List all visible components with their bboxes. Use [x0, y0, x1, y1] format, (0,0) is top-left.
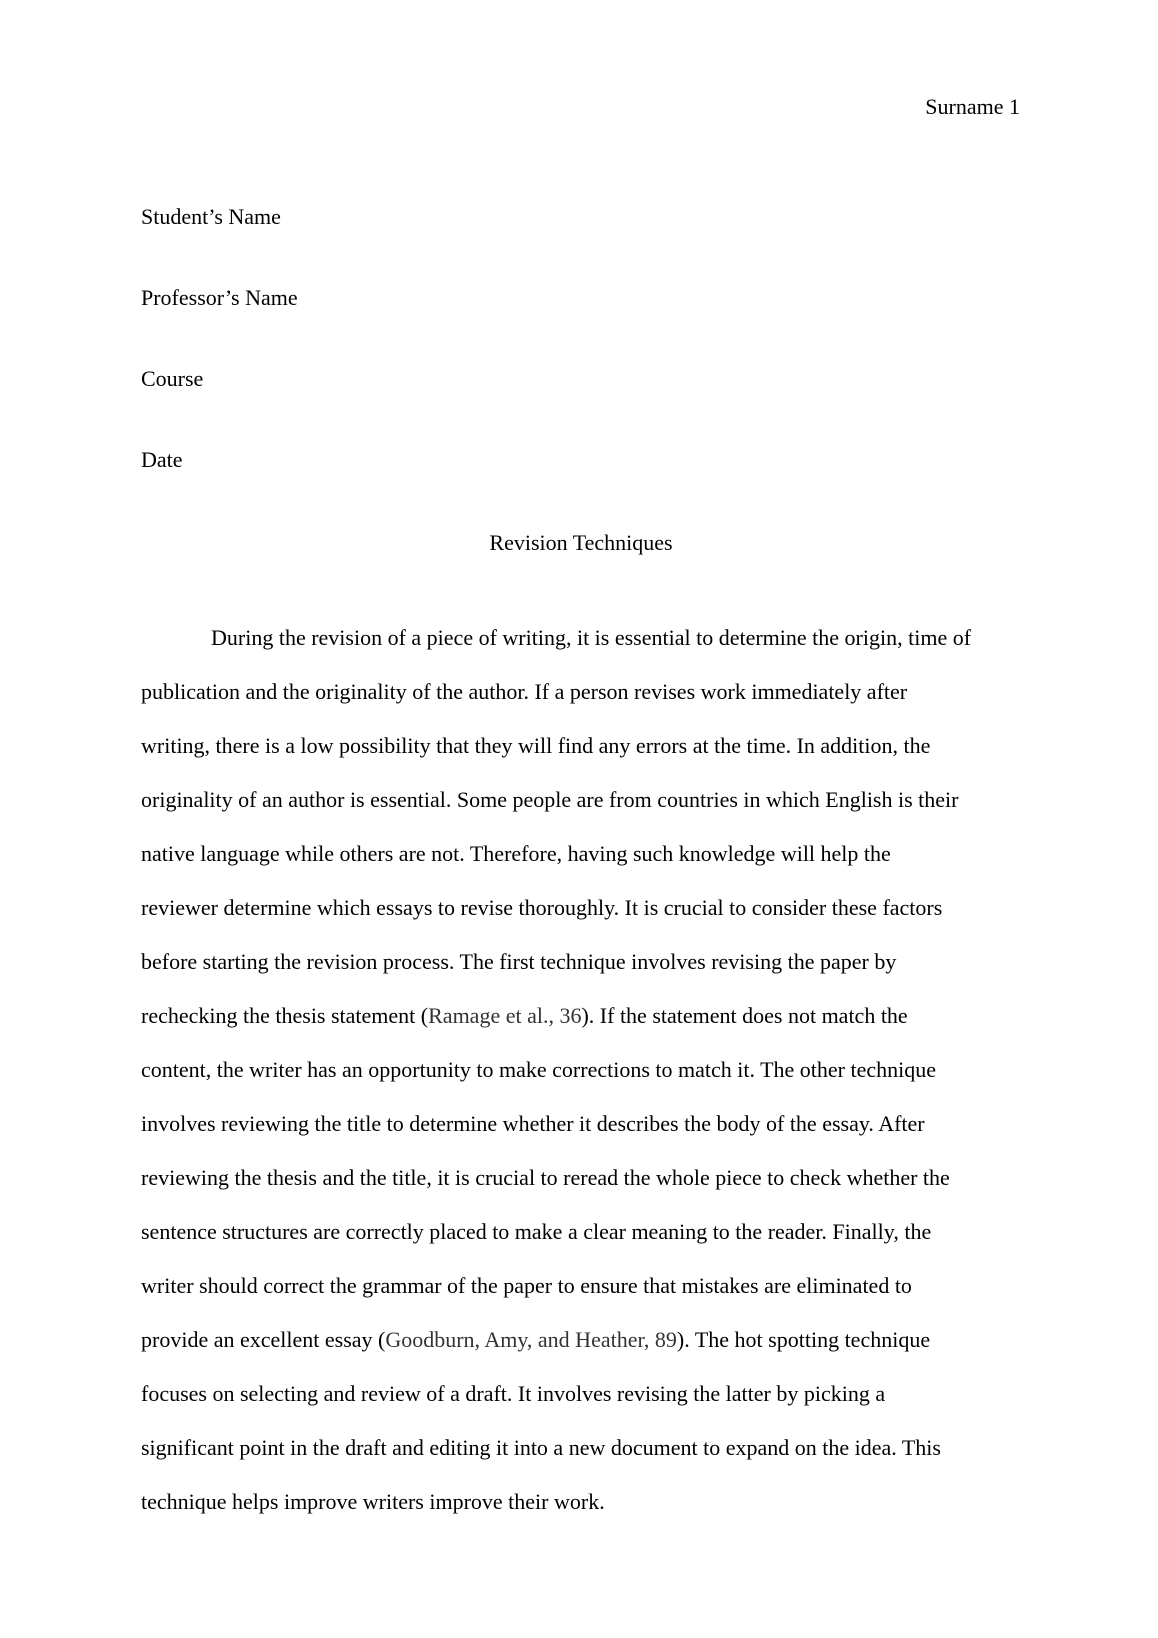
citation-ramage: Ramage et al., 36: [428, 1003, 582, 1028]
body-line-with-citation: [141, 989, 1025, 1043]
body-line: originality of an author is essential. Some people are from countries in which English is their: [141, 787, 959, 812]
body-line: writer should correct the grammar of the paper to ensure that mistakes are eliminated to: [141, 1273, 912, 1298]
body-line: significant point in the draft and editing it into a new document to expand on the idea. This: [141, 1435, 941, 1460]
body-line: publication and the originality of the author. If a person revises work immediately after: [141, 679, 908, 704]
body-line: before starting the revision process. The first technique involves revising the paper by: [141, 949, 897, 974]
body-text-segment: provide an excellent essay (: [141, 1327, 386, 1352]
body-line: During the revision of a piece of writing, it is essential to determine the origin, time of: [211, 625, 972, 650]
body-line: sentence structures are correctly placed to make a clear meaning to the reader. Finally, the: [141, 1219, 932, 1244]
citation-goodburn: Goodburn, Amy, and Heather, 89: [385, 1327, 677, 1352]
body-text-segment: rechecking the thesis statement (: [141, 1003, 429, 1028]
body-line: technique helps improve writers improve their work.: [141, 1489, 605, 1514]
essay-body: [141, 611, 1025, 1529]
date-line: Date: [141, 447, 183, 472]
course-name: Course: [141, 366, 204, 391]
body-line: reviewing the thesis and the title, it is crucial to reread the whole piece to check whether the: [141, 1165, 950, 1190]
page-header-label: Surname 1: [925, 94, 1020, 119]
body-line: writing, there is a low possibility that they will find any errors at the time. In addition, the: [141, 733, 931, 758]
body-line: reviewer determine which essays to revise thoroughly. It is crucial to consider these factors: [141, 895, 943, 920]
student-name: Student’s Name: [141, 204, 281, 229]
body-line: focuses on selecting and review of a draft. It involves revising the latter by picking a: [141, 1381, 886, 1406]
professor-name: Professor’s Name: [141, 285, 298, 310]
body-text-segment: ). The hot spotting technique: [676, 1327, 931, 1352]
body-text-segment: ). If the statement does not match the: [581, 1003, 908, 1028]
body-line: involves reviewing the title to determine whether it describes the body of the essay. After: [141, 1111, 925, 1136]
essay-title: Revision Techniques: [489, 530, 673, 555]
mla-heading: [141, 204, 1021, 528]
body-line-with-citation: [141, 1313, 1025, 1367]
body-line: native language while others are not. Therefore, having such knowledge will help the: [141, 841, 891, 866]
body-line: content, the writer has an opportunity to make corrections to match it. The other technique: [141, 1057, 937, 1082]
